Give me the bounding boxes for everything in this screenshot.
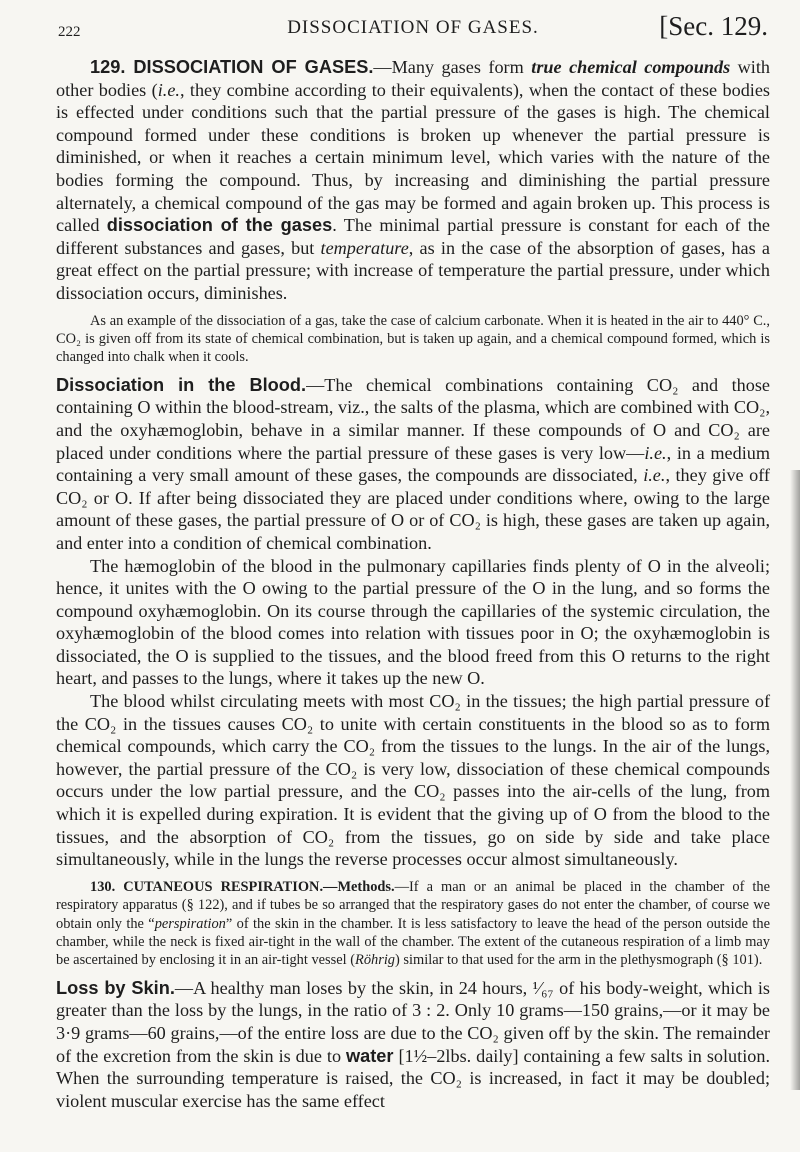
page-number: 222 — [58, 24, 81, 40]
bold-term: water — [345, 1045, 394, 1066]
section-heading: CUTANEOUS RESPIRATION.—Methods. — [123, 878, 395, 895]
paragraph-130-cutaneous-respiration: 130. CUTANEOUS RESPIRATION.—Methods.—If a man or an animal be placed in the chamber of the respiratory apparatus (§ 122), and if tubes be so arranged that the respiratory gases do not enter the chamber, of course we obtain only the “perspiration” of the skin in the chamber. It is less satisfactory to leave the head of the person outside the chamber, while the neck is fixed air-tight in the wall of the chamber. The extent of the cutaneous respiration of a limb may be ascertained by enclosing it in an air-tight vessel (Röhrig) similar to that used for the arm in the plethysmograph (§ 101). — [56, 878, 771, 969]
paragraph-dissociation-in-blood: Dissociation in the Blood.—The chemical combinations containing CO₂ and those containing O within the blood-stream, viz., the salts of the plasma, which are combined with CO₂, and the oxyhæmoglobin, behave in a similar manner. If these compounds of O and CO₂ are placed under conditions where the partial pressure of these gases is very low—i.e., in a medium containing a very small amount of these gases, the compounds are dissociated, i.e., they give off CO₂ or O. If after being dissociated they are placed under conditions where, owing to the large amount of these gases, the partial pressure of O or of CO₂ is high, these gases are taken up again, and enter into a condition of chemical combination. — [56, 374, 771, 553]
bold-term: dissociation of the gases — [106, 215, 333, 236]
paragraph-co2-circulation: The blood whilst circulating meets with most CO₂ in the tissues; the high partial pressure of the CO₂ in the tissues causes CO₂ to unite with certain constituents in the blood so as to form chemical compounds, which carry the CO₂ from the tissues to the lungs. In the air of the lungs, however, the partial pressure of the CO₂ is very low, dissociation of these chemical compounds occurs under the low partial pressure, and the CO₂ passes into the air-cells of the lung, from which it is expelled during expiration. It is evident that the giving up of O from the blood to the tissues, and the absorption of CO₂ from the tissues, go on side by side and take place simultaneously, while in the lungs the reverse processes occur almost simultaneously. — [56, 691, 770, 870]
paragraph-haemoglobin: The hæmoglobin of the blood in the pulmonary capillaries finds plenty of O in the alveoli; hence, it unites with the O owing to the partial pressure of the O in the lung, and so forms the compound oxyhæmoglobin. On its course through the capillaries of the systemic circulation, the oxyhæmoglobin of the blood comes into relation with tissues poor in O; the oxyhæmoglobin is dissociated, the O is supplied to the tissues, and the blood freed from this O returns to the right heart, and passes to the lungs, where it takes up the new O. — [56, 555, 770, 689]
section-number: 130. — [90, 878, 124, 895]
page-edge-shadow — [790, 470, 800, 1090]
book-page — [56, 0, 770, 1152]
running-header — [56, 0, 770, 56]
paragraph-loss-by-skin: Loss by Skin.—A healthy man loses by the skin, in 24 hours, ¹⁄₆₇ of his body-weight, which is greater than the loss by the lungs, in the ratio of 3 : 2. Only 10 grams—150 grains,—or it may be 3·9 grams—60 grains,—of the entire loss are due to the CO₂ given off by the skin. The remainder of the excretion from the skin is due to water [1½–2lbs. daily] containing a few salts in solution. When the surrounding temperature is raised, the CO₂ is increased, in fact it may be doubled; violent muscular exercise has the same effect — [56, 977, 770, 1111]
section-number: 129. — [90, 57, 134, 77]
running-title: DISSOCIATION OF GASES. — [287, 17, 539, 38]
subsection-heading: Loss by Skin. — [56, 977, 175, 998]
example-note: As an example of the dissociation of a gas, take the case of calcium carbonate. When it is heated in the air to 440° C., CO₂ is given off from its state of chemical combination, but is taken up again, and a chemical compound formed, which is changed into chalk when it cools. — [56, 312, 770, 366]
subsection-heading: Dissociation in the Blood. — [56, 374, 307, 395]
section-marker: [Sec. 129. — [659, 11, 768, 41]
paragraph-129-dissociation: 129. DISSOCIATION OF GASES.—Many gases form true chemical compounds with other bodies (i.e., they combine according to their equivalents), when the contact of these bodies is effected under conditions such that the partial pressure of the gases is high. The chemical compound formed under these conditions is broken up whenever the partial pressure is diminished, or when it reaches a certain minimum level, which varies with the nature of the bodies forming the compound. Thus, by increasing and diminishing the partial pressure alternately, a chemical compound of the gas may be formed and again broken up. This process is called dissociation of the gases. The minimal partial pressure is constant for each of the different substances and gases, but temperature, as in the case of the absorption of gases, has a great effect on the partial pressure; with increase of temperature the partial pressure, under which dissociation occurs, diminishes. — [56, 57, 770, 303]
section-heading: DISSOCIATION OF GASES. — [133, 57, 374, 77]
